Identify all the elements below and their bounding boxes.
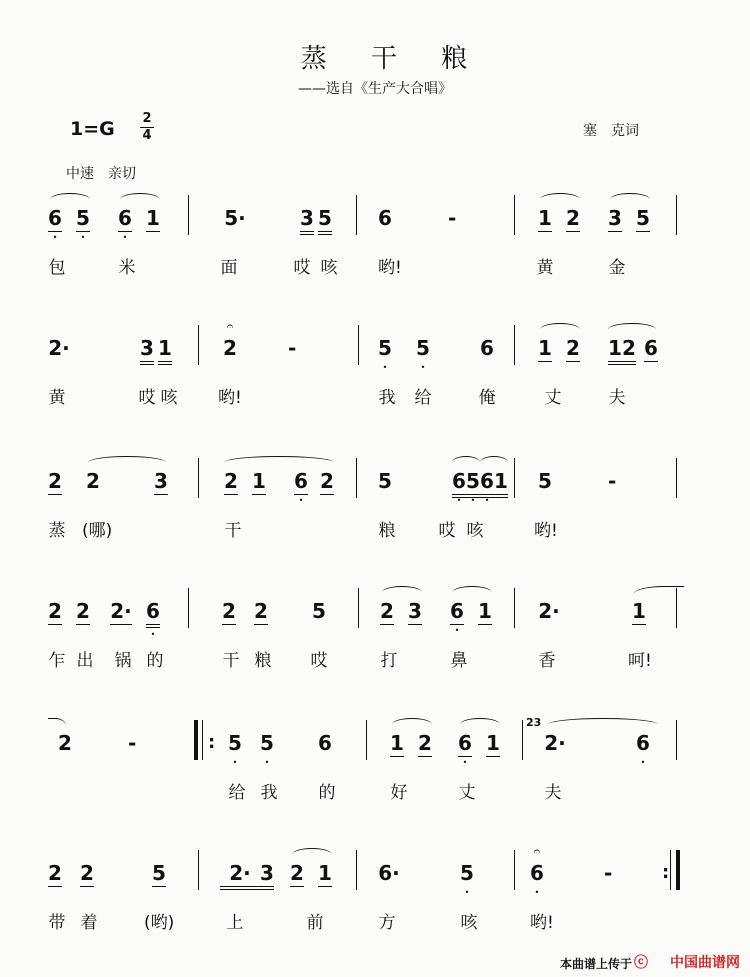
note: 5 (416, 336, 430, 360)
note: 3 (140, 335, 154, 365)
note: 3 (408, 599, 422, 623)
lyricist-credit: 塞 克词 (583, 123, 639, 139)
note: 6 (48, 206, 62, 230)
grace-notes: 23 (526, 716, 542, 729)
score-row-4: 2 2 2· 6 • 2 2 5 2 3 6 • 1 2· 1 乍 出 锅 的 干 粮 哎 打 鼻 香 呵! (48, 598, 686, 698)
score-row-6: 2 2 5 2· 3 2 1 6· 5 • 𝄐 6 • - : 带 着 (哟) 上 前 方 咳 哟! (48, 860, 686, 960)
lyric: 哎 (138, 388, 156, 408)
lyric: 粮 (378, 521, 396, 541)
note: 5 (636, 206, 650, 230)
note-dash: - (288, 336, 297, 360)
score-row-5: 2 - : 5 • 5 • 6 1 2 6 • 1 23 2· 6 • 给 我 的 好 丈 夫 (48, 730, 686, 830)
note: 6 (378, 206, 392, 230)
note: 1 (538, 336, 552, 360)
note: 2· (538, 599, 560, 623)
lyric: 咳 (460, 913, 478, 933)
note: 2 (566, 206, 580, 230)
note: 5 (460, 861, 474, 885)
score-row-1: 6 • 5 • 6 • 1 5· 3 5 6 - 1 2 3 5 包 米 面 哎 咳 哟! 黄 金 (48, 205, 686, 305)
note: 6 (644, 336, 658, 360)
lyric: 着 (80, 913, 98, 933)
lyric: 丈 (544, 388, 562, 408)
lyric: 蒸 (48, 521, 66, 541)
lyric: 打 (380, 651, 398, 671)
note-dash: - (608, 469, 617, 493)
note: 3 (154, 469, 168, 493)
lyric: (哟) (144, 913, 175, 933)
upload-note: 本曲谱上传于 (560, 957, 633, 971)
note: 2 (320, 469, 334, 493)
lyric: (哪) (82, 521, 113, 541)
lyric: 哎 (310, 651, 328, 671)
note: 6 (294, 469, 308, 493)
note: 6 (480, 468, 494, 498)
note: 1 (146, 206, 160, 230)
note-dash: - (448, 206, 457, 230)
note: 2 (622, 335, 636, 365)
note: 2· (110, 599, 132, 623)
lyric: 方 (378, 913, 396, 933)
note: 5 (318, 205, 332, 235)
lyric: 咳 (466, 521, 484, 541)
note: 5 (538, 469, 552, 493)
note: 6 (118, 206, 132, 230)
lyric: 金 (608, 258, 626, 278)
note: 2 (48, 599, 62, 623)
lyric: 黄 (536, 258, 554, 278)
lyric: 米 (118, 258, 136, 278)
note: 2 (48, 469, 62, 493)
note: 5 (466, 468, 480, 498)
note: 2· (220, 860, 260, 890)
note: 2 (566, 336, 580, 360)
lyric: 包 (48, 258, 66, 278)
note: 6 (480, 336, 494, 360)
note: 1 (494, 468, 508, 498)
lyric: 夫 (544, 783, 562, 803)
note: 5 (378, 336, 392, 360)
note: 2 (80, 861, 94, 885)
note-dash: - (128, 731, 137, 755)
lyric: 香 (538, 651, 556, 671)
lyric: 上 (226, 913, 244, 933)
lyric: 夫 (608, 388, 626, 408)
lyric: 我 (378, 388, 396, 408)
note: 2 (254, 599, 268, 623)
note: 5 (76, 206, 90, 230)
time-signature-top: 2 (142, 111, 152, 126)
note: 1 (608, 335, 622, 365)
note: 2 (418, 731, 432, 755)
note: 5 (378, 469, 392, 493)
lyric: 前 (306, 913, 324, 933)
note: 2 (223, 336, 237, 360)
note: 5 (260, 731, 274, 755)
lyric: 咳 (160, 388, 178, 408)
note: 6 (452, 468, 466, 498)
lyric: 黄 (48, 388, 66, 408)
lyric: 给 (414, 388, 432, 408)
note: 2 (290, 861, 304, 885)
lyric: 好 (390, 783, 408, 803)
note: 6 (146, 598, 160, 628)
note: 6 (458, 731, 472, 755)
note: 2· (48, 336, 70, 360)
lyric: 出 (76, 651, 94, 671)
note: 1 (478, 599, 492, 623)
note: 1 (632, 599, 646, 623)
note: 2 (380, 599, 394, 623)
key-signature: 1=G (70, 118, 115, 140)
song-subtitle: ——选自《生产大合唱》 (298, 81, 452, 97)
time-signature-bottom: 4 (142, 128, 152, 143)
note: 5 (312, 599, 326, 623)
lyric: 给 (228, 783, 246, 803)
note-dash: - (604, 861, 613, 885)
lyric: 干 (222, 651, 240, 671)
lyric: 锅 (114, 651, 132, 671)
note: 3 (260, 860, 274, 890)
note: 6 (530, 861, 544, 885)
lyric: 俺 (478, 388, 496, 408)
lyric: 哟! (534, 521, 558, 541)
note: 2 (48, 861, 62, 885)
lyric: 乍 (48, 651, 66, 671)
song-title: 蒸 干 粮 (300, 44, 486, 74)
lyric: 的 (318, 783, 336, 803)
note: 1 (252, 469, 266, 493)
score-row-3: 2 2 3 2 1 6 • 2 5 6 5 6 1 • • • 5 - 蒸 (哪) 干 粮 哎 咳 哟! (48, 468, 686, 568)
lyric: 干 (224, 521, 242, 541)
lyric: 面 (220, 258, 238, 278)
lyric: 哟! (530, 913, 554, 933)
lyric: 的 (146, 651, 164, 671)
note: 6 (636, 731, 650, 755)
score-row-2: 2· 3 1 𝄐 2 - 5 • 5 • 6 1 2 1 2 6 黄 哎 咳 哟! 我 给 俺 丈 夫 (48, 319, 658, 408)
lyric: 哟! (218, 388, 242, 408)
note: 2 (58, 731, 72, 755)
note: 2· (544, 731, 566, 755)
note: 1 (158, 335, 172, 365)
note: 6 (318, 731, 332, 755)
site-logo-icon: ⓒ (634, 955, 648, 971)
lyric: 鼻 (450, 651, 468, 671)
note: 3 (608, 206, 622, 230)
note: 2 (86, 469, 100, 493)
note: 2 (76, 599, 90, 623)
lyric: 带 (48, 913, 66, 933)
note: 5 (228, 731, 242, 755)
note: 2 (222, 599, 236, 623)
note: 2 (224, 469, 238, 493)
note: 6 (450, 599, 464, 623)
lyric: 哎 (293, 258, 311, 278)
lyric: 哎 (438, 521, 456, 541)
note: 1 (538, 206, 552, 230)
lyric: 哟! (378, 258, 402, 278)
note: 1 (318, 861, 332, 885)
note: 5 (152, 861, 166, 885)
note: 3 (300, 205, 314, 235)
note: 6· (378, 861, 400, 885)
site-name[interactable]: 中国曲谱网 (670, 955, 740, 971)
lyric: 粮 (254, 651, 272, 671)
lyric: 咳 (320, 258, 338, 278)
tempo-marking: 中速 亲切 (66, 166, 136, 182)
lyric: 丈 (458, 783, 476, 803)
note: 1 (486, 731, 500, 755)
lyric: 呵! (628, 651, 652, 671)
note: 5· (224, 206, 246, 230)
lyric: 我 (260, 783, 278, 803)
note: 1 (390, 731, 404, 755)
